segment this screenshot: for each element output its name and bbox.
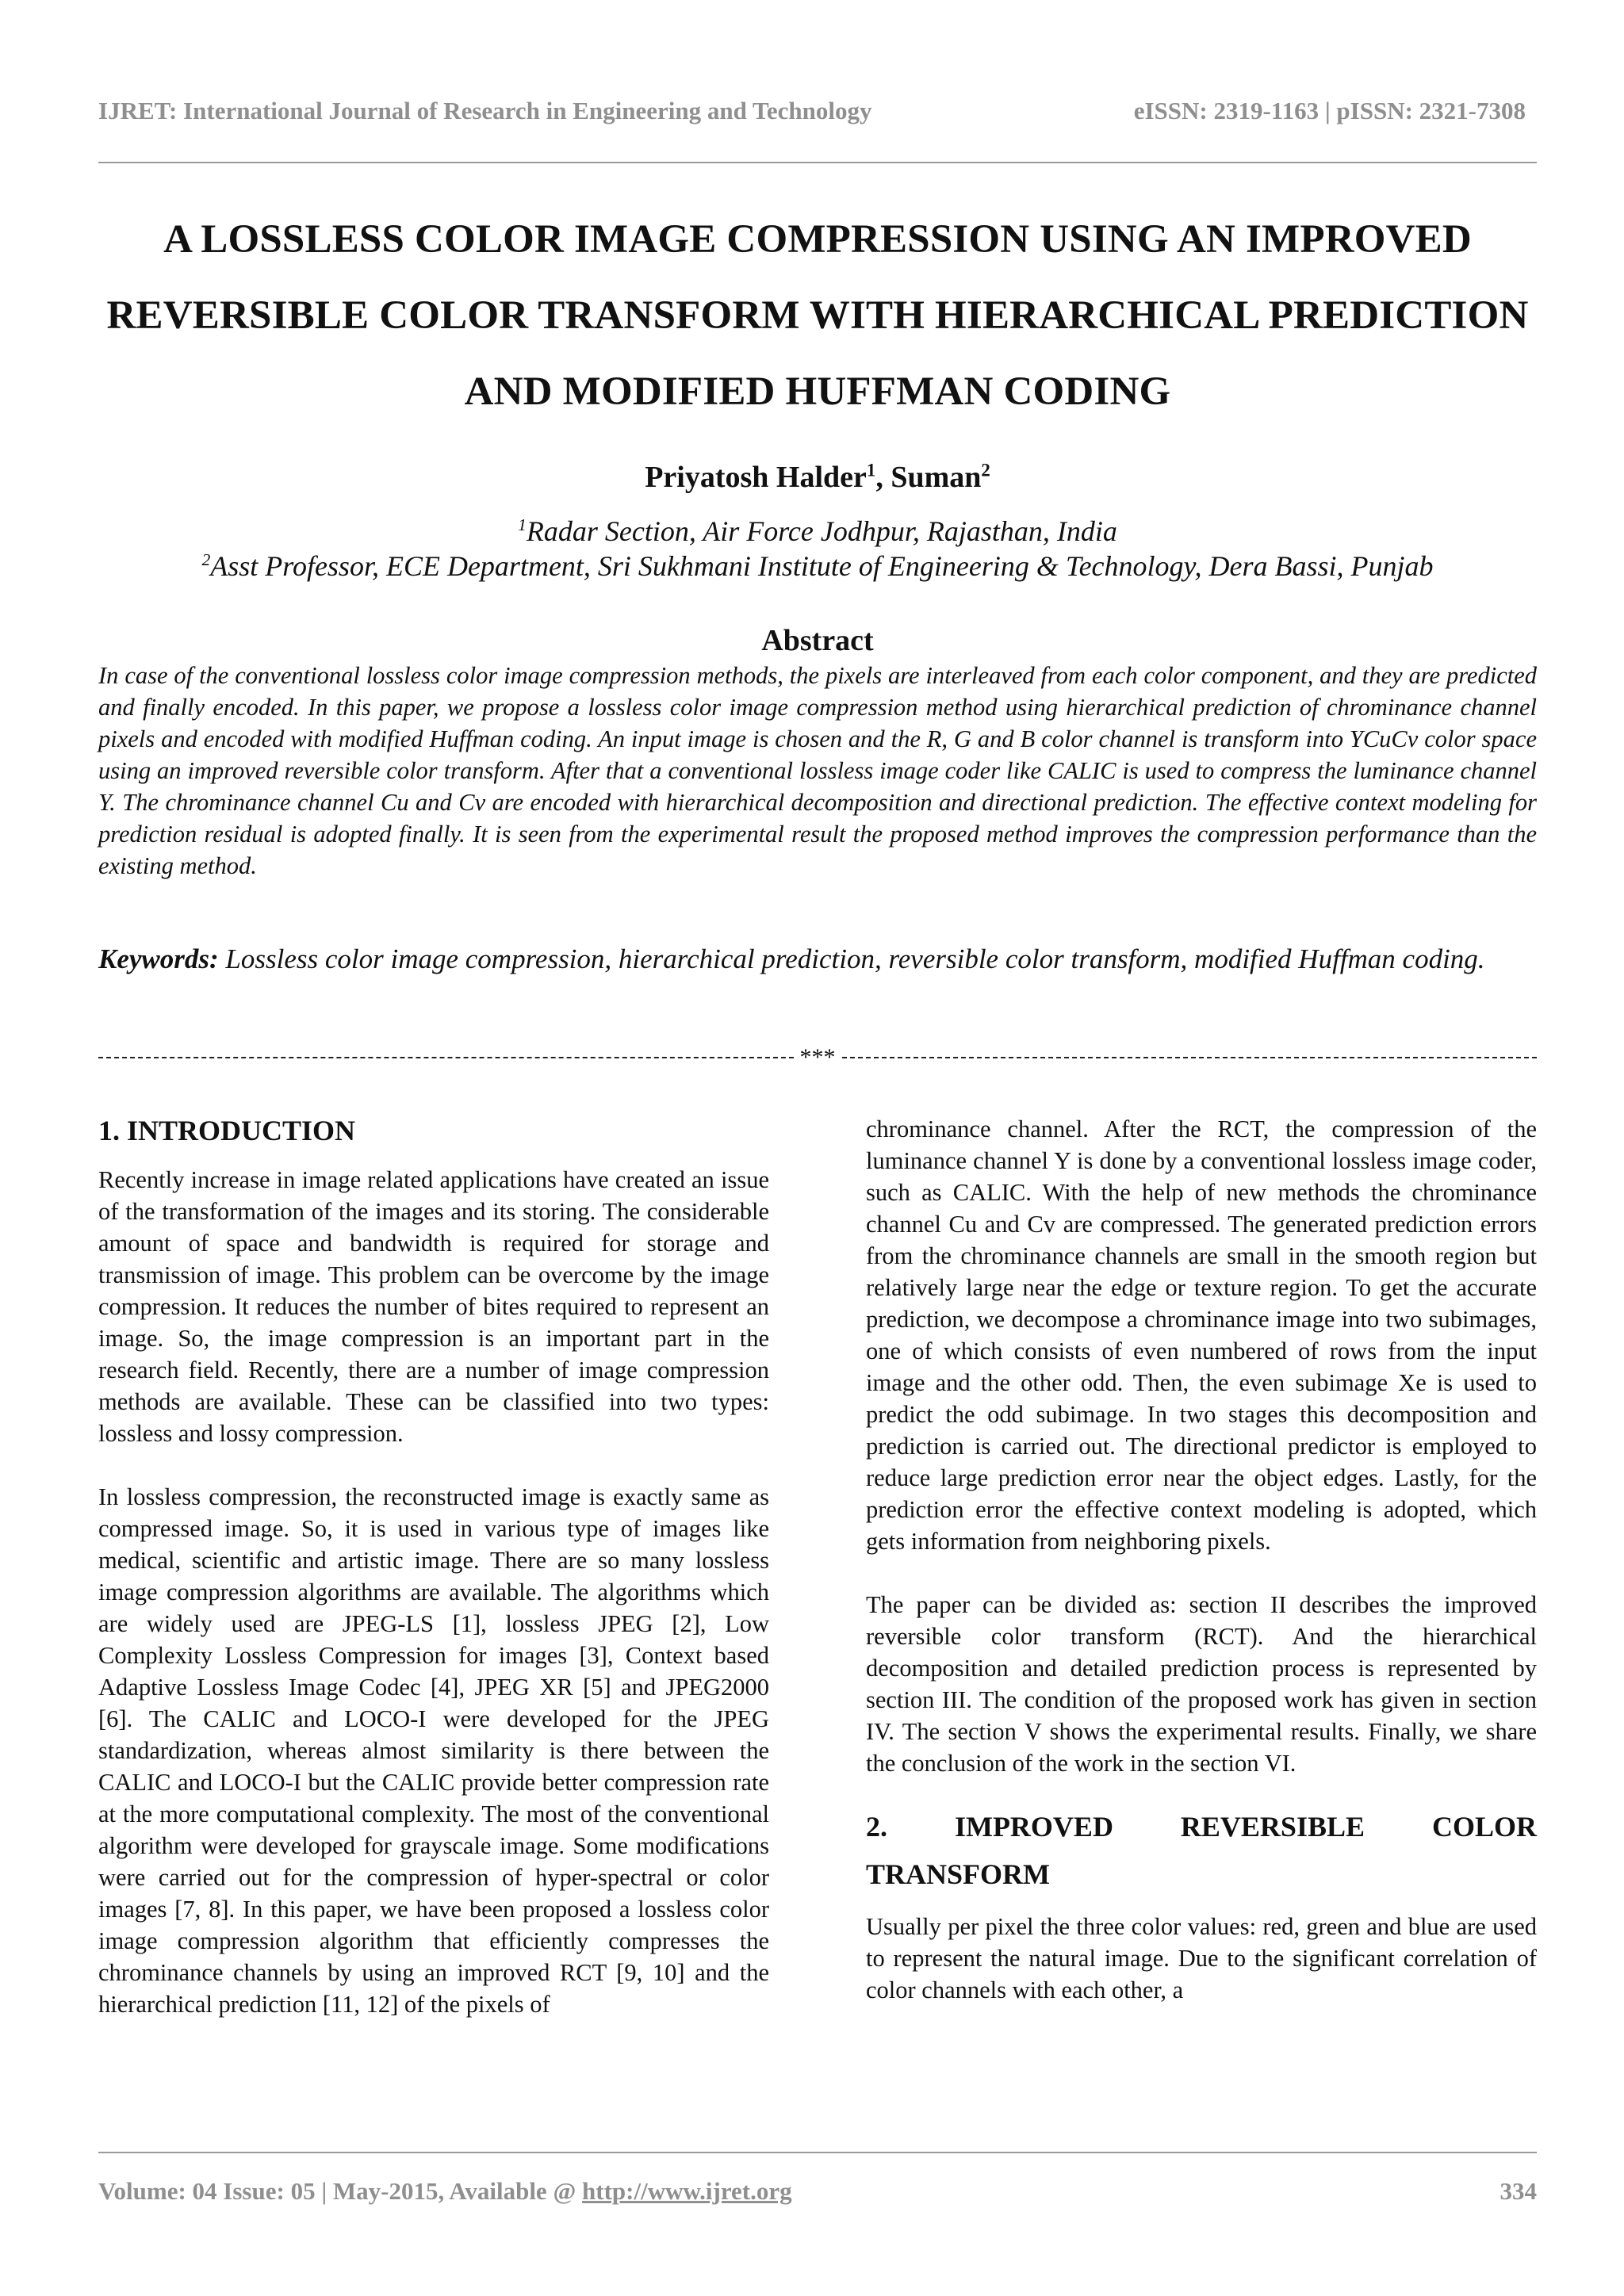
- keywords-text: Lossless color image compression, hierarchical prediction, reversible color transform, modified Huffman coding.: [218, 943, 1485, 974]
- running-header: [98, 97, 1526, 135]
- keywords: [98, 934, 1537, 985]
- running-footer: [98, 2177, 1537, 2206]
- author-name: Priyatosh Halder: [645, 461, 867, 494]
- right-column: [866, 1113, 1537, 2038]
- heading-word: REVERSIBLE: [1180, 1811, 1365, 1843]
- journal-link[interactable]: http://www.ijret.org: [582, 2177, 792, 2205]
- affiliation-line: [98, 514, 1537, 549]
- body-paragraph: The paper can be divided as: section II describes the improved reversible color transform (RCT). And the hierarchical decomposition and detailed prediction process is represented by section III. The condition of the proposed work has given in section IV. The section V shows the experimental results. Finally, we share the conclusion of the work in the section VI.: [866, 1591, 1537, 1777]
- body-paragraph: Usually per pixel the three color values: red, green and blue are used to represent the natural image. Due to the significant correlation of color channels with each other, a: [866, 1913, 1537, 2003]
- journal-name: IJRET: International Journal of Research in Engineering and Technology: [98, 97, 872, 124]
- affiliation-superscript: 2: [201, 550, 211, 569]
- author-separator: ,: [875, 461, 891, 494]
- section-heading: 1. INTRODUCTION: [98, 1115, 356, 1146]
- affiliation-text: Radar Section, Air Force Jodhpur, Rajasthan, India: [526, 515, 1117, 547]
- author-superscript: 2: [981, 460, 990, 480]
- heading-word: IMPROVED: [954, 1811, 1113, 1843]
- separator-stars: ***: [799, 1044, 836, 1070]
- body-paragraph: chrominance channel. After the RCT, the compression of the luminance channel Y is done by a conventional lossless image coder, such as CALIC. With the help of new methods the chrominance channel Cu and Cv are compressed. The generated prediction errors from the chrominance channels are small in the smooth region but relatively large near the edge or texture region. To get the accurate prediction, we decompose a chrominance image into two subimages, one of which consists of even numbered of rows from the input image and the other odd. Then, the even subimage Xe is used to predict the odd subimage. In two stages this decomposition and prediction is carried out. The directional predictor is employed to reduce large prediction error near the object edges. Lastly, for the prediction error the effective context modeling is adopted, which gets information from neighboring pixels.: [866, 1115, 1537, 1555]
- left-column: [98, 1110, 769, 2052]
- abstract-text: In case of the conventional lossless color image compression methods, the pixels are interleaved from each color component, and they are predicted and finally encoded. In this paper, we propose a lossless color image compression method using hierarchical prediction of chrominance channel pixels and encoded with modified Huffman coding. An input image is chosen and the R, G and B color channel is transform into YCuCv color space using an improved reversible color transform. After that a conventional lossless image coder like CALIC is used to compress the luminance channel Y. The chrominance channel Cu and Cv are encoded with hierarchical decomposition and directional prediction. The effective context modeling for prediction residual is adopted finally. It is seen from the experimental result the proposed method improves the compression performance than the existing method.: [98, 662, 1537, 879]
- abstract-heading: Abstract: [761, 624, 874, 657]
- affiliation-text: Asst Professor, ECE Department, Sri Sukhmani Institute of Engineering & Technology, Dera Bassi, Punjab: [210, 550, 1434, 582]
- keywords-label: Keywords:: [98, 943, 219, 974]
- author-name: Suman: [891, 461, 982, 494]
- heading-word: COLOR: [1431, 1811, 1537, 1843]
- header-divider: [98, 162, 1537, 163]
- volume-text: Volume: 04 Issue: 05 | May-2015, Available @: [98, 2177, 583, 2205]
- author-superscript: 1: [866, 460, 876, 480]
- section-heading-continued: TRANSFORM: [866, 1858, 1050, 1890]
- heading-word: 2.: [866, 1811, 887, 1843]
- section-heading: [866, 1811, 1537, 1843]
- body-paragraph: In lossless compression, the reconstructed image is exactly same as compressed image. So, it is used in various type of images like medical, scientific and artistic image. There are so many lossless image compression algorithms are available. The algorithms which are widely used are JPEG-LS [1], lossless JPEG [2], Low Complexity Lossless Compression for images [3], Context based Adaptive Lossless Image Codec [4], JPEG XR [5] and JPEG2000 [6]. The CALIC and LOCO-I were developed for the JPEG standardization, whereas almost similarity is there between the CALIC and LOCO-I but the CALIC provide better compression rate at the more computational complexity. The most of the conventional algorithm were developed for grayscale image. Some modifications were carried out for the compression of hyper-spectral or color images [7, 8]. In this paper, we have been proposed a lossless color image compression algorithm that efficiently compresses the chrominance channels by using an improved RCT [9, 10] and the hierarchical prediction [11, 12] of the pixels of: [98, 1483, 769, 2018]
- page-number: 334: [1500, 2177, 1537, 2205]
- author-line: [98, 460, 1537, 495]
- footer-divider: [98, 2152, 1537, 2153]
- affiliation-line: [98, 549, 1537, 584]
- paper-title: A LOSSLESS COLOR IMAGE COMPRESSION USING AN IMPROVED REVERSIBLE COLOR TRANSFORM WITH HIERARCHICAL PREDICTION AND MODIFIED HUFFMAN CODING: [106, 217, 1529, 414]
- issn-info: eISSN: 2319-1163 | pISSN: 2321-7308: [1133, 97, 1526, 124]
- body-paragraph: Recently increase in image related applications have created an issue of the transformation of the images and its storing. The considerable amount of space and bandwidth is required for storage and transmission of image. This problem can be overcome by the image compression. It reduces the number of bites required to represent an image. So, the image compression is an important part in the research field. Recently, there are a number of image compression methods are available. These can be classified into two types: lossless and lossy compression.: [98, 1166, 769, 1447]
- section-separator: [98, 1043, 1537, 1072]
- separator-dashes: [842, 1057, 1538, 1058]
- footer-volume: [98, 2177, 792, 2206]
- separator-dashes: [98, 1057, 794, 1058]
- affiliation-superscript: 1: [518, 515, 527, 534]
- affiliations: [98, 514, 1537, 584]
